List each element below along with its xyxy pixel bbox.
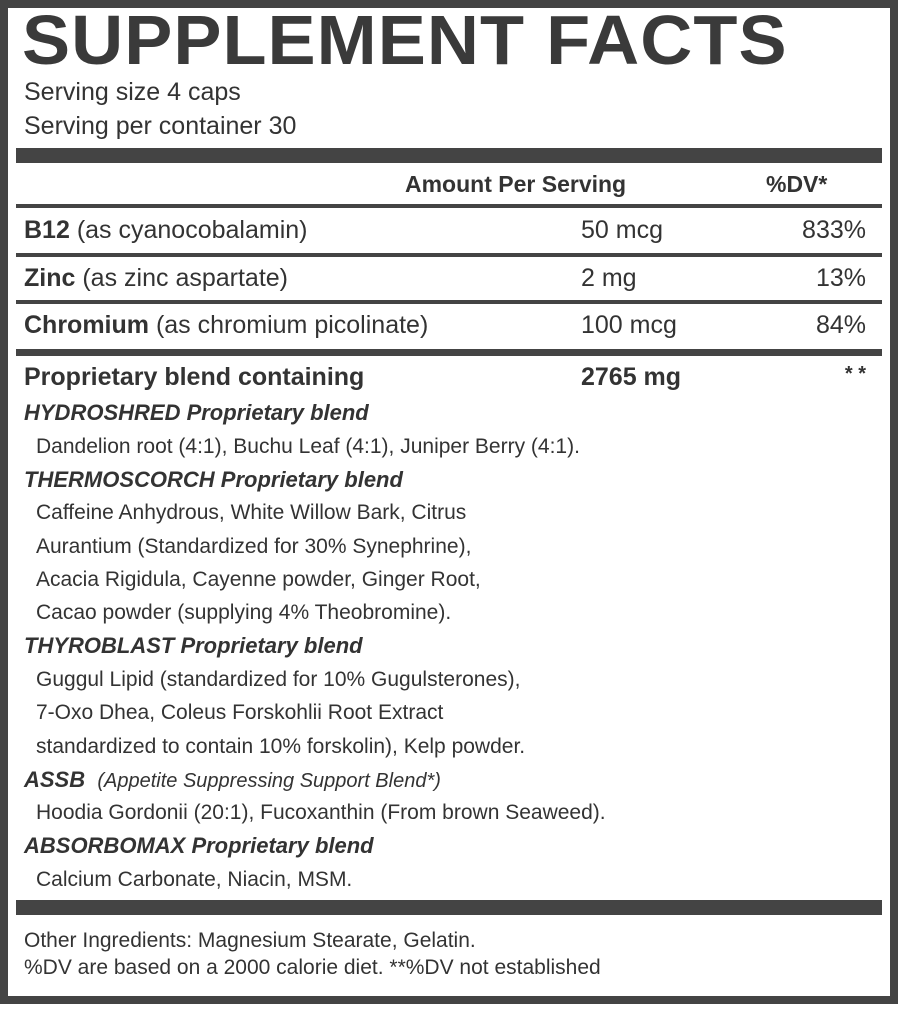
- blend-title: HYDROSHRED Proprietary blend: [24, 400, 369, 425]
- serving-size: Serving size 4 caps: [24, 78, 241, 106]
- blend-ingredients: Hoodia Gordonii (20:1), Fucoxanthin (From brown Seaweed).: [36, 801, 606, 824]
- nutrient-dv: 13%: [815, 264, 866, 292]
- blend-ingredients: Aurantium (Standardized for 30% Synephrine),: [36, 535, 472, 558]
- blend-ingredients: 7-Oxo Dhea, Coleus Forskohlii Root Extract: [36, 701, 444, 724]
- divider-medium: [16, 349, 882, 356]
- nutrient-name: Zinc (as zinc aspartate): [24, 264, 288, 292]
- blend-ingredients: Caffeine Anhydrous, White Willow Bark, Citrus: [36, 501, 467, 524]
- divider-thick: [16, 900, 882, 915]
- nutrient-amount: 2 mg: [581, 264, 637, 292]
- amount-header: Amount Per Serving: [405, 171, 627, 197]
- proprietary-blend-amount: 2765 mg: [581, 363, 682, 391]
- servings-per-container: Serving per container 30: [24, 112, 297, 140]
- divider: [16, 300, 882, 304]
- other-ingredients: Other Ingredients: Magnesium Stearate, Gelatin.: [24, 929, 476, 952]
- blend-ingredients: Calcium Carbonate, Niacin, MSM.: [36, 868, 353, 891]
- proprietary-blend-label: Proprietary blend containing: [24, 363, 365, 391]
- divider: [16, 253, 882, 257]
- dv-header: %DV*: [766, 171, 828, 197]
- nutrient-dv: 84%: [815, 311, 866, 339]
- blend-ingredients: Cacao powder (supplying 4% Theobromine).: [36, 601, 452, 624]
- divider-thick: [16, 148, 882, 163]
- blend-ingredients: Acacia Rigidula, Cayenne powder, Ginger Root,: [36, 568, 481, 591]
- nutrient-dv: 833%: [802, 216, 866, 244]
- nutrient-name: Chromium (as chromium picolinate): [24, 311, 429, 339]
- nutrient-amount: 100 mcg: [581, 311, 677, 339]
- proprietary-blend-dv: * *: [844, 363, 866, 385]
- blend-title: THYROBLAST Proprietary blend: [24, 633, 363, 658]
- blend-ingredients: standardized to contain 10% forskolin), Kelp powder.: [36, 735, 526, 758]
- dv-footnote: %DV are based on a 2000 calorie diet. **%DV not established: [24, 956, 601, 979]
- nutrient-name: B12 (as cyanocobalamin): [24, 216, 308, 244]
- divider: [16, 204, 882, 208]
- blend-ingredients: Dandelion root (4:1), Buchu Leaf (4:1), Juniper Berry (4:1).: [36, 435, 580, 458]
- label-title: SUPPLEMENT FACTS: [22, 1, 788, 79]
- blend-title: ABSORBOMAX Proprietary blend: [24, 833, 374, 858]
- blend-title: THERMOSCORCH Proprietary blend: [24, 467, 403, 492]
- nutrient-amount: 50 mcg: [581, 216, 663, 244]
- blend-ingredients: Guggul Lipid (standardized for 10% Gugulsterones),: [36, 668, 521, 691]
- blend-title: ASSB (Appetite Suppressing Support Blend*): [24, 767, 441, 792]
